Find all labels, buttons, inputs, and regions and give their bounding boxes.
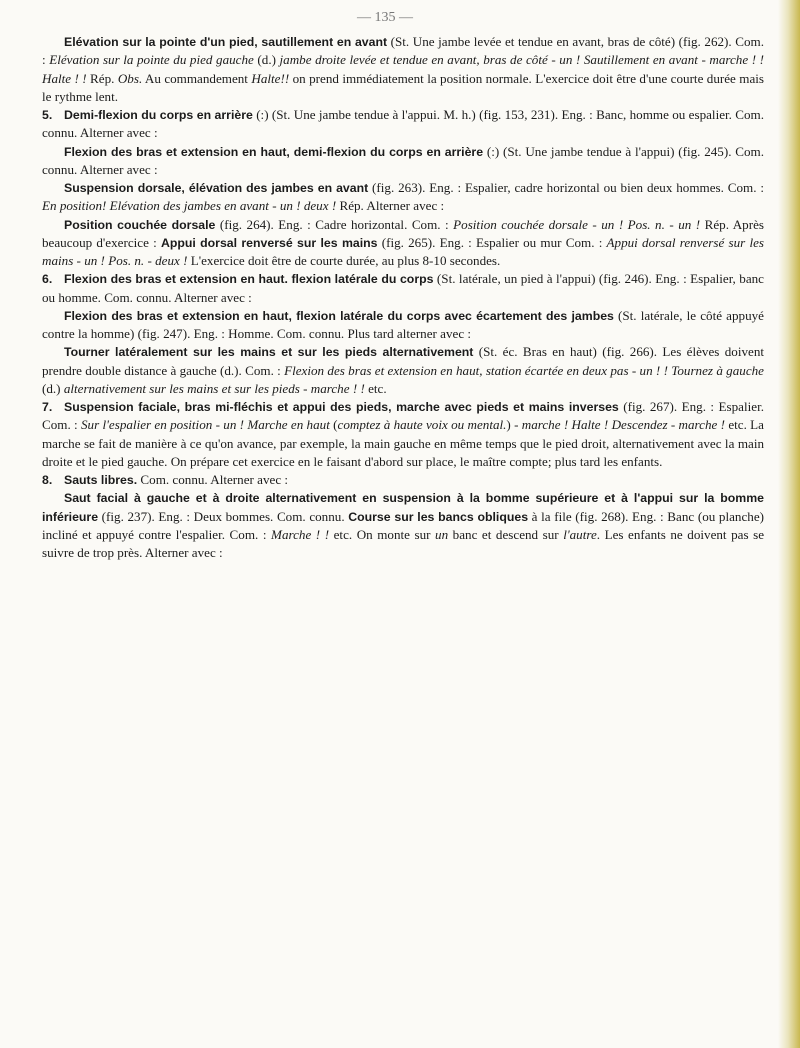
- exercise-number: 8.: [42, 473, 53, 487]
- paragraph: [42, 143, 764, 180]
- body-text: (St. latérale, un pied à l'appui) (fig. 246). Eng. : Espalier, banc ou homme. Com. connu. Alterner avec :: [42, 271, 764, 305]
- command-text: - marche ! Halte ! Descendez - marche !: [514, 417, 726, 433]
- exercise-title: Course sur les bancs obliques: [348, 509, 529, 524]
- exercise-title: Elévation sur la pointe d'un pied, sautillement en avant: [64, 35, 388, 49]
- body-text: etc. On monte sur: [329, 526, 436, 542]
- exercise-title: Sauts libres.: [64, 473, 138, 487]
- exercise-title: Demi-flexion du corps en arrière: [64, 108, 253, 122]
- body-text: L'exercice doit être de courte durée, au plus 8-10 secondes.: [187, 253, 501, 268]
- page-edge-shading: [778, 0, 800, 1048]
- command-text: l'autre: [563, 526, 597, 542]
- exercise-title: Appui dorsal renversé sur les mains: [160, 235, 378, 250]
- command-text: comptez à haute voix ou mental.: [337, 417, 507, 433]
- paragraph: [42, 398, 764, 471]
- paragraph: [42, 343, 764, 398]
- body-text: (:) (St. Une jambe tendue à l'appui. M. h.) (fig. 153, 231). Eng. : Banc, homme ou espalier. Com. connu. Alterner avec :: [42, 107, 764, 141]
- body-text: ): [506, 417, 515, 433]
- body-text: etc.: [364, 380, 387, 396]
- exercise-title: Suspension faciale, bras mi-fléchis et appui des pieds, marche avec pieds et mains inverses: [64, 400, 619, 414]
- paragraph: [42, 33, 764, 106]
- body-text: (St. éc. Bras en haut) (fig. 266). Les élèves doivent prendre double distance à gauche (d.). Com. :: [42, 344, 765, 378]
- paragraph: [42, 270, 764, 307]
- paragraph: [42, 489, 764, 562]
- exercise-title: Flexion des bras et extension en haut, demi-flexion du corps en arrière: [64, 144, 484, 159]
- command-text: un: [435, 526, 449, 542]
- body-text: Au commandement: [142, 70, 252, 86]
- page-text: [42, 33, 764, 562]
- body-text: Rép.: [86, 70, 118, 86]
- body-text: on prend immédiatement la position normale. L'exercice doit être d'une courte durée mais le rythme lent.: [42, 70, 765, 104]
- command-text: Appui dorsal renversé sur les mains - un ! Pos. n. - deux !: [42, 234, 765, 268]
- command-text: jambe droite levée et tendue en avant, bras de côté - un ! Sautillement en avant - marche ! ! Halte ! !: [42, 52, 764, 86]
- command-text: Flexion des bras et extension en haut, station écartée en deux pas - un ! ! Tournez à gauche: [284, 362, 764, 378]
- body-text: (fig. 265). Eng. : Espalier ou mur Com. :: [377, 234, 607, 250]
- exercise-title: Suspension dorsale, élévation des jambes en avant: [64, 181, 369, 195]
- paragraph: [42, 307, 764, 344]
- exercise-number: 5.: [42, 108, 53, 122]
- command-text: alternativement sur les mains et sur les pieds - marche ! !: [63, 380, 365, 396]
- exercise-title: Saut facial à gauche et à droite alternativement en suspension à la bomme supérieure et à l'appui sur la bomme inférieure: [42, 491, 764, 524]
- command-text: Sur l'espalier en position - un ! Marche en haut: [81, 417, 330, 433]
- paragraph: [42, 106, 764, 143]
- body-text: (fig. 263). Eng. : Espalier, cadre horizontal ou bien deux hommes. Com. :: [368, 180, 764, 195]
- body-text: (fig. 264). Eng. : Cadre horizontal. Com. :: [215, 216, 454, 232]
- body-text: Rép. Alterner avec :: [336, 198, 445, 214]
- command-text: Marche ! !: [271, 526, 330, 542]
- body-text: banc et descend sur: [448, 526, 564, 542]
- exercise-title: Position couchée dorsale: [64, 217, 216, 232]
- exercise-title: Flexion des bras et extension en haut. flexion latérale du corps: [64, 272, 434, 287]
- command-text: Halte!!: [251, 70, 290, 86]
- body-text: Com. connu. Alterner avec :: [137, 472, 289, 487]
- paragraph: [42, 179, 764, 216]
- body-text: (d.): [253, 52, 280, 68]
- command-text: Position couchée dorsale - un ! Pos. n. - un !: [453, 216, 701, 232]
- paragraph: [42, 216, 764, 271]
- body-text: (St. Une jambe levée et tendue en avant, bras de côté) (fig. 262). Com. :: [42, 34, 764, 68]
- paragraph: [42, 471, 764, 489]
- exercise-number: 6.: [42, 272, 53, 287]
- body-text: (fig. 267). Eng. : Espalier. Com. :: [42, 399, 764, 433]
- body-text: (: [329, 417, 338, 433]
- command-text: Obs.: [117, 70, 143, 86]
- body-text: etc. La marche se fait de manière à ce qu'on avance, par exemple, la main gauche en même temps que le pied droit, alternativement avec la main droite et le pied gauche. On prépare cet exercice en le faisant d'abord sur place, le maître compte; plus tard les enfants.: [42, 417, 764, 469]
- body-text: (d.): [42, 380, 64, 396]
- exercise-number: 7.: [42, 400, 53, 414]
- body-text: Rép. Après beaucoup d'exercice :: [42, 216, 764, 250]
- command-text: Elévation sur la pointe du pied gauche: [49, 52, 254, 68]
- exercise-title: Flexion des bras et extension en haut, flexion latérale du corps avec écartement des jambes: [64, 308, 614, 323]
- body-text: . Les enfants ne doivent pas se suivre de trop près. Alterner avec :: [42, 526, 764, 560]
- body-text: à la file (fig. 268). Eng. : Banc (ou planche) incliné et appuyé contre l'espalier. Com. :: [42, 508, 764, 542]
- body-text: (fig. 237). Eng. : Deux bommes. Com. connu.: [98, 508, 349, 524]
- page-number: — 135 —: [357, 10, 413, 25]
- body-text: (St. latérale, le côté appuyé contre la homme) (fig. 247). Eng. : Homme. Com. connu. Plus tard alterner avec :: [42, 307, 764, 341]
- command-text: En position! Elévation des jambes en avant - un ! deux !: [42, 198, 337, 214]
- exercise-title: Tourner latéralement sur les mains et sur les pieds alternativement: [64, 345, 474, 360]
- body-text: (:) (St. Une jambe tendue à l'appui) (fig. 245). Com. connu. Alterner avec :: [42, 143, 764, 177]
